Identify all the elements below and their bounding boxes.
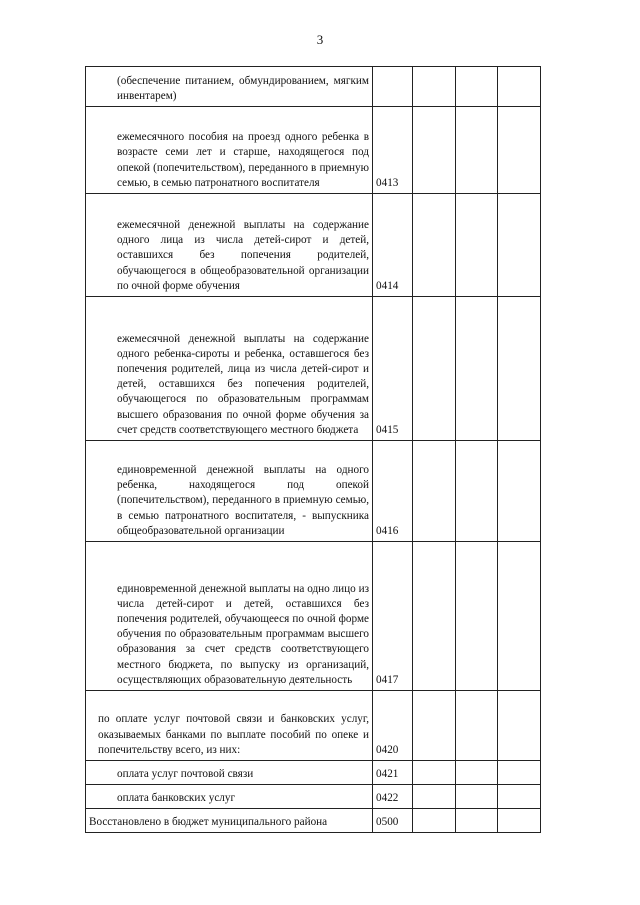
value-cell (456, 441, 498, 542)
value-cell (413, 761, 456, 785)
row-description: по оплате услуг почтовой связи и банковских услуг, оказываемых банками по выплате пособий по опеке и попечительству всего, из них: (86, 691, 373, 761)
value-cell (498, 441, 541, 542)
value-cell (498, 785, 541, 809)
value-cell (413, 542, 456, 691)
value-cell (498, 761, 541, 785)
table-row (86, 297, 541, 441)
row-description: оплата услуг почтовой связи (86, 761, 373, 785)
value-cell (413, 785, 456, 809)
row-code: 0421 (373, 761, 413, 785)
row-code: 0414 (373, 194, 413, 297)
value-cell (456, 691, 498, 761)
value-cell (456, 809, 498, 833)
value-cell (498, 542, 541, 691)
row-code: 0420 (373, 691, 413, 761)
value-cell (498, 809, 541, 833)
value-cell (456, 761, 498, 785)
row-description: (обеспечение питанием, обмундированием, мягким инвентарем) (86, 67, 373, 107)
value-cell (498, 107, 541, 194)
value-cell (456, 194, 498, 297)
value-cell (413, 297, 456, 441)
value-cell (498, 67, 541, 107)
value-cell (456, 297, 498, 441)
table-row (86, 785, 541, 809)
table-row (86, 691, 541, 761)
table-row (86, 542, 541, 691)
table-row (86, 441, 541, 542)
row-description: ежемесячной денежной выплаты на содержание одного ребенка-сироты и ребенка, оставшегося без попечения родителей, лица из числа детей-сирот и детей, оставшихся без попечения родителей, обучающегося по образовательным программам высшего образования по очной форме обучения за счет средств соответствующего местного бюджета (86, 297, 373, 441)
value-cell (498, 194, 541, 297)
table-row (86, 107, 541, 194)
value-cell (498, 297, 541, 441)
value-cell (413, 809, 456, 833)
row-code: 0417 (373, 542, 413, 691)
row-code: 0500 (373, 809, 413, 833)
report-table (85, 66, 541, 833)
table-row (86, 67, 541, 107)
value-cell (413, 194, 456, 297)
row-description: ежемесячной денежной выплаты на содержание одного лица из числа детей-сирот и детей, оставшихся без попечения родителей, обучающегося в общеобразовательной организации по очной форме обучения (86, 194, 373, 297)
value-cell (456, 107, 498, 194)
value-cell (413, 67, 456, 107)
page-number: 3 (316, 32, 324, 47)
value-cell (456, 785, 498, 809)
row-description: единовременной денежной выплаты на одно лицо из числа детей-сирот и детей, оставшихся без попечения родителей, обучающееся по очной форме обучения по образовательным программам высшего образования за счет средств соответствующего местного бюджета, по выпуску из организаций, осуществляющих образовательную деятельность (86, 542, 373, 691)
value-cell (456, 67, 498, 107)
row-code: 0413 (373, 107, 413, 194)
row-code: 0422 (373, 785, 413, 809)
row-code: 0415 (373, 297, 413, 441)
value-cell (498, 691, 541, 761)
row-description: единовременной денежной выплаты на одного ребенка, находящегося под опекой (попечительством), переданного в приемную семью, в семью патронатного воспитателя, - выпускника общеобразовательной организации (86, 441, 373, 542)
row-description: ежемесячного пособия на проезд одного ребенка в возрасте семи лет и старше, находящегося под опекой (попечительством), переданного в приемную семью, в семью патронатного воспитателя (86, 107, 373, 194)
table-row (86, 809, 541, 833)
value-cell (413, 441, 456, 542)
row-description: оплата банковских услуг (86, 785, 373, 809)
value-cell (413, 691, 456, 761)
value-cell (456, 542, 498, 691)
row-code: 0416 (373, 441, 413, 542)
table-row (86, 761, 541, 785)
table-row (86, 194, 541, 297)
row-description: Восстановлено в бюджет муниципального района (86, 809, 373, 833)
value-cell (413, 107, 456, 194)
row-code (373, 67, 413, 107)
